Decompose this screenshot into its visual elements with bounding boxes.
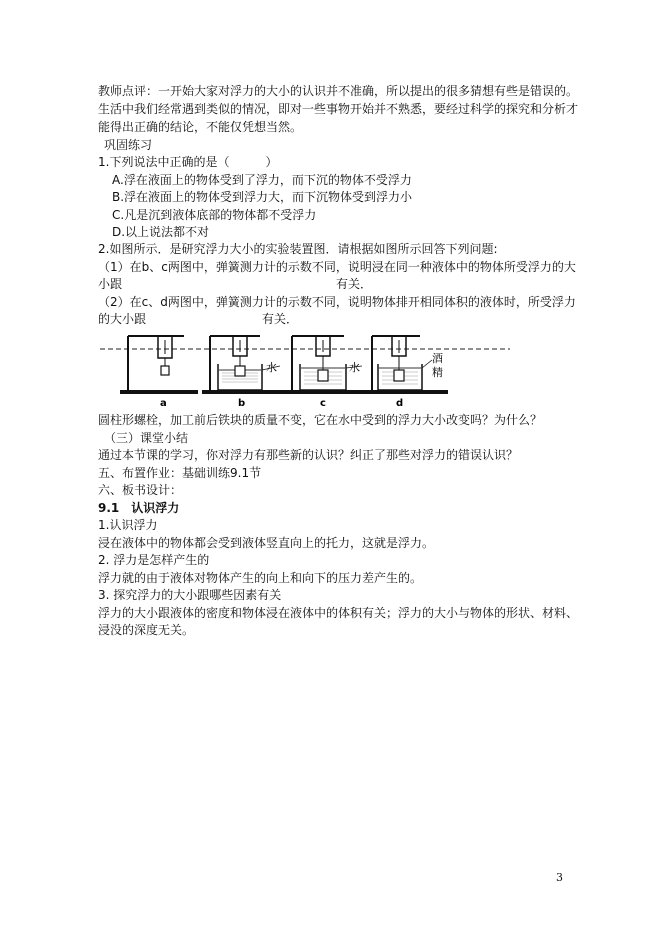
liquid-label-d-1: 酒 [432, 352, 443, 365]
text-line: 通过本节课的学习，你对浮力有那些新的认识？纠正了那些对浮力的错误认识？ [98, 448, 519, 462]
text-line: 生活中我们经常遇到类似的情况，即对一些事物开始并不熟悉，要经过科学的探究和分析才 [98, 102, 579, 116]
question-2-part-1-cont [98, 276, 372, 292]
panel-d [364, 336, 448, 394]
option-c: C.凡是沉到液体底部的物体都不受浮力 [112, 208, 317, 222]
panel-label-a: a [160, 398, 167, 409]
apparatus-figure [100, 326, 550, 410]
option-a: A.浮在液面上的物体受到了浮力，而下沉的物体不受浮力 [112, 173, 412, 187]
panel-label-b: b [238, 398, 246, 409]
liquid-label-c: 水 [349, 361, 360, 374]
page-number: 3 [556, 871, 563, 884]
question-2: 2.如图所示．是研究浮力大小的实验装置图．请根据如图所示回答下列问题: [98, 242, 498, 256]
liquid-label-b: 水 [266, 361, 277, 374]
question-2-part-1: （1）在b、c两图中，弹簧测力计的示数不同，说明浸在同一种液体中的物体所受浮力的大 [98, 260, 576, 274]
board-item: 3. 探究浮力的大小跟哪些因素有关 [98, 588, 282, 602]
option-b: B.浮在液面上的物体受到浮力大，而下沉物体受到浮力小 [112, 190, 413, 204]
question-2-part-2-cont [98, 311, 298, 327]
text-fragment: 的大小跟 [98, 312, 147, 326]
board-text: 浮力就的由于液体对物体产生的向上和向下的压力差产生的。 [98, 571, 423, 585]
text-fragment: 有关． [262, 312, 299, 326]
question-2-part-2: （2）在c、d两图中，弹簧测力计的示数不同，说明物体排开相同体积的液体时，所受浮力 [98, 295, 576, 309]
board-text: 浸在液体中的物体都会受到液体竖直向上的托力，这就是浮力。 [98, 536, 435, 550]
text-fragment: 小跟 [98, 277, 123, 291]
section-heading: 巩固练习 [104, 138, 153, 152]
option-d: D.以上说法都不对 [112, 225, 210, 239]
text-line: 圆柱形螺栓，加工前后铁块的质量不变，它在水中受到的浮力大小改变吗？为什么？ [98, 413, 543, 427]
text-fragment: 有关． [336, 277, 373, 291]
liquid-label-d-2: 精 [432, 366, 443, 379]
panel-a [120, 336, 198, 394]
panel-label-d: d [396, 398, 404, 409]
text-line: 五、布置作业：基础训练9.1节 [98, 466, 262, 480]
text-line: 教师点评：一开始大家对浮力的大小的认识并不准确，所以提出的很多猜想有些是错误的。 [98, 84, 579, 98]
board-text: 浮力的大小跟液体的密度和物体浸在液体中的体积有关；浮力的大小与物体的形状、材料、 [98, 606, 579, 620]
board-item: 1.认识浮力 [98, 518, 158, 532]
panel-label-c: c [320, 398, 326, 409]
section-heading: （三）课堂小结 [104, 431, 189, 445]
question-1: 1.下列说法中正确的是（ ） [98, 155, 278, 169]
board-title: 9.1 认识浮力 [98, 501, 180, 515]
text-line: 能得出正确的结论，不能仅凭想当然。 [98, 120, 303, 134]
text-line: 六、板书设计： [98, 483, 183, 497]
board-text: 浸没的深度无关。 [98, 623, 195, 637]
board-item: 2. 浮力是怎样产生的 [98, 553, 210, 567]
